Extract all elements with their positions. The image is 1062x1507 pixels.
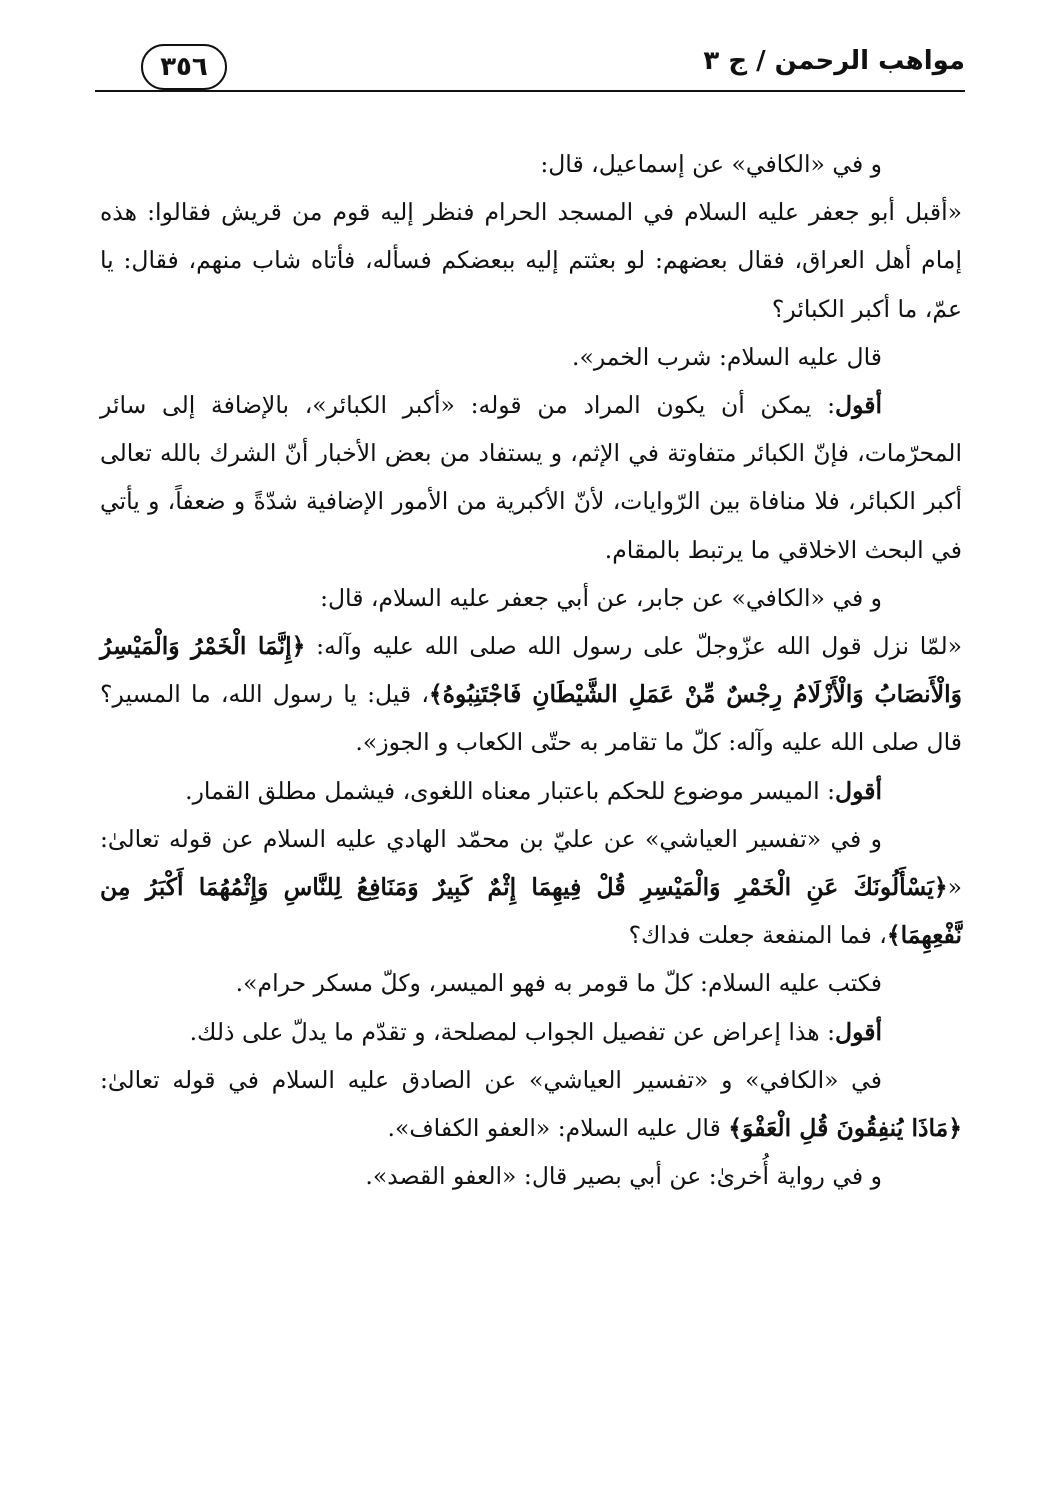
paragraph bbox=[100, 1056, 962, 1152]
paragraph bbox=[100, 188, 962, 333]
paragraph bbox=[100, 815, 962, 960]
paragraph-text: و في رواية أُخرىٰ: عن أبي بصير قال: «العفو القصد». bbox=[365, 1162, 882, 1191]
quran-verse: ﴿يَسْأَلُونَكَ عَنِ الْخَمْرِ وَالْمَيْسِرِ قُلْ فِيهِمَا إِثْمٌ كَبِيرٌ وَمَنَافِعُ لِلنَّاسِ وَإِثْمُهُمَا أَكْبَرُ مِن نَّفْعِهِمَا﴾ bbox=[100, 873, 962, 950]
running-title: مواهب الرحمن / ج ٣ bbox=[703, 46, 965, 76]
paragraph-text: «أقبل أبو جعفر عليه السلام في المسجد الحرام فنظر إليه قوم من قريش فقالوا: هذه إمام أهل العراق، فقال بعضهم: لو بعثتم إليه ببعضكم فسأله، فأتاه شاب منهم، فقال: يا عمّ، ما أكبر الكبائر؟ bbox=[100, 198, 962, 323]
page-number-badge: ٣٥٦ bbox=[141, 44, 227, 90]
paragraph bbox=[100, 1008, 962, 1056]
paragraph-text: ، فما المنفعة جعلت فداك؟ bbox=[628, 921, 887, 950]
paragraph-text: و في «الكافي» عن إسماعيل، قال: bbox=[540, 150, 882, 178]
paragraph-text: «لمّا نزل قول الله عزّوجلّ على رسول الله صلى الله عليه وآله: bbox=[305, 632, 963, 661]
paragraph-text: و في «تفسير العياشي» عن عليّ بن محمّد الهادي عليه السلام عن قوله تعالىٰ: « bbox=[100, 824, 962, 902]
paragraph bbox=[100, 333, 962, 381]
header-rule bbox=[95, 90, 965, 92]
paragraph bbox=[100, 767, 962, 815]
quran-verse: ﴿إِنَّمَا الْخَمْرُ وَالْمَيْسِرُ وَالْأَنصَابُ وَالْأَزْلَامُ رِجْسٌ مِّنْ عَمَلِ الشَّيْطَانِ فَاجْتَنِبُوهُ﴾ bbox=[100, 632, 962, 709]
keyword: أقول bbox=[835, 1017, 882, 1046]
paragraph bbox=[100, 574, 962, 622]
paragraph-text: فكتب عليه السلام: كلّ ما قومر به فهو الميسر، وكلّ مسكر حرام». bbox=[235, 969, 882, 998]
paragraph bbox=[100, 622, 962, 767]
paragraph-text: : يمكن أن يكون المراد من قوله: «أكبر الكبائر»، بالإضافة إلى سائر المحرّمات، فإنّ الكبائر متفاوتة في الإثم، و يستفاد من بعض الأخبار أنّ الشرك بالله تعالى أكبر الكبائر، فلا منافاة بين الرّوايات، لأنّ الأكبرية من الأمور الإضافية شدّةً و ضعفاً، و يأتي في البحث الاخلاقي ما يرتبط بالمقام. bbox=[100, 391, 962, 564]
paragraph-text: : هذا إعراض عن تفصيل الجواب لمصلحة، و تقدّم ما يدلّ على ذلك. bbox=[189, 1017, 836, 1046]
paragraph-text: : الميسر موضوع للحكم باعتبار معناه اللغوى، فيشمل مطلق القمار. bbox=[185, 776, 836, 805]
paragraph bbox=[100, 381, 962, 574]
paragraph bbox=[100, 140, 962, 188]
page-header bbox=[95, 40, 965, 100]
keyword: أقول bbox=[835, 391, 882, 420]
paragraph-text: ، قيل: يا رسول الله، ما المسير؟ قال صلى الله عليه وآله: كلّ ما تقامر به حتّى الكعاب و الجوز». bbox=[100, 680, 962, 757]
keyword: أقول bbox=[835, 776, 882, 805]
paragraph-text: قال عليه السلام: «العفو الكفاف». bbox=[387, 1114, 729, 1143]
paragraph bbox=[100, 959, 962, 1007]
paragraph-text: و في «الكافي» عن جابر، عن أبي جعفر عليه السلام، قال: bbox=[320, 583, 882, 612]
paragraph-text: قال عليه السلام: شرب الخمر». bbox=[571, 342, 882, 371]
quran-verse: ﴿مَاذَا يُنفِقُونَ قُلِ الْعَفْوَ﴾ bbox=[728, 1114, 962, 1143]
paragraph bbox=[100, 1152, 962, 1200]
paragraph-text: في «الكافي» و «تفسير العياشي» عن الصادق عليه السلام في قوله تعالىٰ: bbox=[100, 1065, 882, 1094]
body-text bbox=[100, 140, 962, 1200]
